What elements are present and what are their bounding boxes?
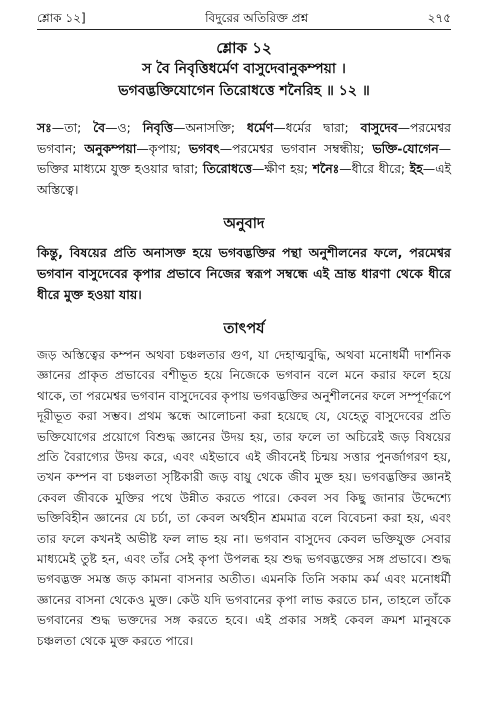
synonym-meaning: —ধীরে ধীরে; bbox=[339, 161, 410, 176]
page-number: ২৭৫ bbox=[427, 11, 451, 25]
translation-text: কিন্তু, বিষয়ের প্রতি অনাসক্ত হয়ে ভগবদ্ভক্তির পন্থা অনুশীলনের ফলে, পরমেশ্বর ভগবান বাসুদেবের কৃপার প্রভাবে নিজের স্বরূপ সম্বন্ধে এই ভ্রান্ত ধারণা থেকে ধীরে ধীরে মুক্ত হওয়া যায়। bbox=[37, 245, 451, 302]
synonym-meaning: —পরমেশ্বর ভগবান; bbox=[37, 120, 451, 156]
synonym-word: ভগবৎ bbox=[188, 140, 220, 156]
synonym-word: নিবৃত্তি bbox=[142, 120, 173, 135]
running-head-left: শ্লোক ১২] bbox=[37, 11, 86, 25]
translation-heading: অনুবাদ bbox=[223, 216, 265, 232]
synonym-meaning: —ক্ষীণ হয়; bbox=[251, 161, 313, 176]
synonym-meaning: —এই অস্তিত্বে। bbox=[37, 161, 451, 197]
synonym-word: শনৈঃ bbox=[312, 161, 340, 176]
synonym-meaning: —ভক্তির মাধ্যমে যুক্ত হওয়ার দ্বারা; bbox=[37, 140, 452, 176]
synonym-meaning: —কৃপায়; bbox=[136, 140, 189, 156]
verse-line-1: স বৈ নিবৃত্তিধর্মেণ বাসুদেবানুকম্পয়া । bbox=[142, 61, 346, 77]
synonym-word: বাসুদেব bbox=[360, 120, 398, 135]
synonym-word: অনুকম্পয়া bbox=[84, 140, 137, 156]
synonym-meaning: —পরমেশ্বর ভগবান সম্বন্ধীয়; bbox=[219, 140, 373, 156]
verse-number: শ্লোক ১২ bbox=[216, 39, 272, 57]
synonym-word: সঃ bbox=[37, 120, 52, 135]
verse-line-2: ভগবদ্ভক্তিযোগেন তিরোধত্তে শনৈরিহ ॥ ১২ ॥ bbox=[118, 83, 370, 99]
synonyms-paragraph bbox=[37, 118, 451, 200]
purport-heading: তাৎপর্য bbox=[223, 321, 265, 337]
synonym-meaning: —ধর্মের দ্বারা; bbox=[273, 120, 361, 135]
synonym-word: বৈ bbox=[93, 120, 106, 135]
header-rule bbox=[37, 29, 451, 30]
running-head-title: বিদুরের অতিরিক্ত প্রশ্ন bbox=[205, 11, 309, 25]
synonym-word: ভক্তি-যোগেন bbox=[372, 140, 439, 156]
synonym-word: ইহ bbox=[409, 161, 423, 176]
running-head bbox=[37, 0, 451, 26]
synonym-meaning: —ও; bbox=[105, 120, 143, 135]
synonym-meaning: —তা; bbox=[51, 120, 94, 135]
purport-text: জড় অস্তিত্বের কম্পন অথবা চঞ্চলতার গুণ, যা দেহাত্মবুদ্ধি, অথবা মনোধর্মী দার্শনিক জ্ঞানের প্রাকৃত প্রভাবের বশীভূত হয়ে নিজেকে ভগবান বলে মনে করার ফলে হয়ে থাকে, তা পরমেশ্বর ভগবান বাসুদেবের কৃপায় ভগবদ্ভক্তির অনুশীলনের ফলে সম্পূর্ণরূপে দূরীভূত করা সম্ভব। প্রথম স্কন্ধে আলোচনা করা হয়েছে যে, যেহেতু বাসুদেবের প্রতি ভক্তিযোগের প্রয়োগে বিশুদ্ধ জ্ঞানের উদয় হয়, তার ফলে তা অচিরেই জড় বিষয়ের প্রতি বৈরাগ্যের উদয় করে, এবং এইভাবে এই জীবনেই চিন্ময় সত্তার পুনর্জাগরণ হয়, তখন কম্পন বা চঞ্চলতা সৃষ্টিকারী জড় বায়ু থেকে জীব মুক্ত হয়। ভগবদ্ভক্তির জ্ঞানই কেবল জীবকে মুক্তির পথে উন্নীত করতে পারে। কেবল সব কিছু জানার উদ্দেশ্যে ভক্তিবিহীন জ্ঞানের যে চর্চা, তা কেবল অর্থহীন শ্রমমাত্র বলে বিবেচনা করা হয়, এবং তার ফলে কখনই অভীষ্ট ফল লাভ হয় না। ভগবান বাসুদেব কেবল ভক্তিযুক্ত সেবার মাধ্যমেই তুষ্ট হন, এবং তাঁর সেই কৃপা উপলব্ধ হয় শুদ্ধ ভগবদ্ভক্তের সঙ্গ প্রভাবে। শুদ্ধ ভগবদ্ভক্ত সমস্ত জড় কামনা বাসনার অতীত। এমনকি তিনি সকাম কর্ম এবং মনোধর্মী জ্ঞানের বাসনা থেকেও মুক্ত। কেউ যদি ভগবানের কৃপা লাভ করতে চান, তাহলে তাঁকে ভগবানের শুদ্ধ ভক্তদের সঙ্গ করতে হবে। এই প্রকার সঙ্গই কেবল ক্রমশ মানুষকে চঞ্চলতা থেকে মুক্ত করতে পারে। bbox=[37, 348, 451, 648]
synonym-word: তিরোধত্তে bbox=[202, 161, 252, 176]
synonym-word: ধর্মেণ bbox=[246, 120, 274, 135]
synonym-meaning: —অনাসক্তি; bbox=[172, 120, 247, 135]
